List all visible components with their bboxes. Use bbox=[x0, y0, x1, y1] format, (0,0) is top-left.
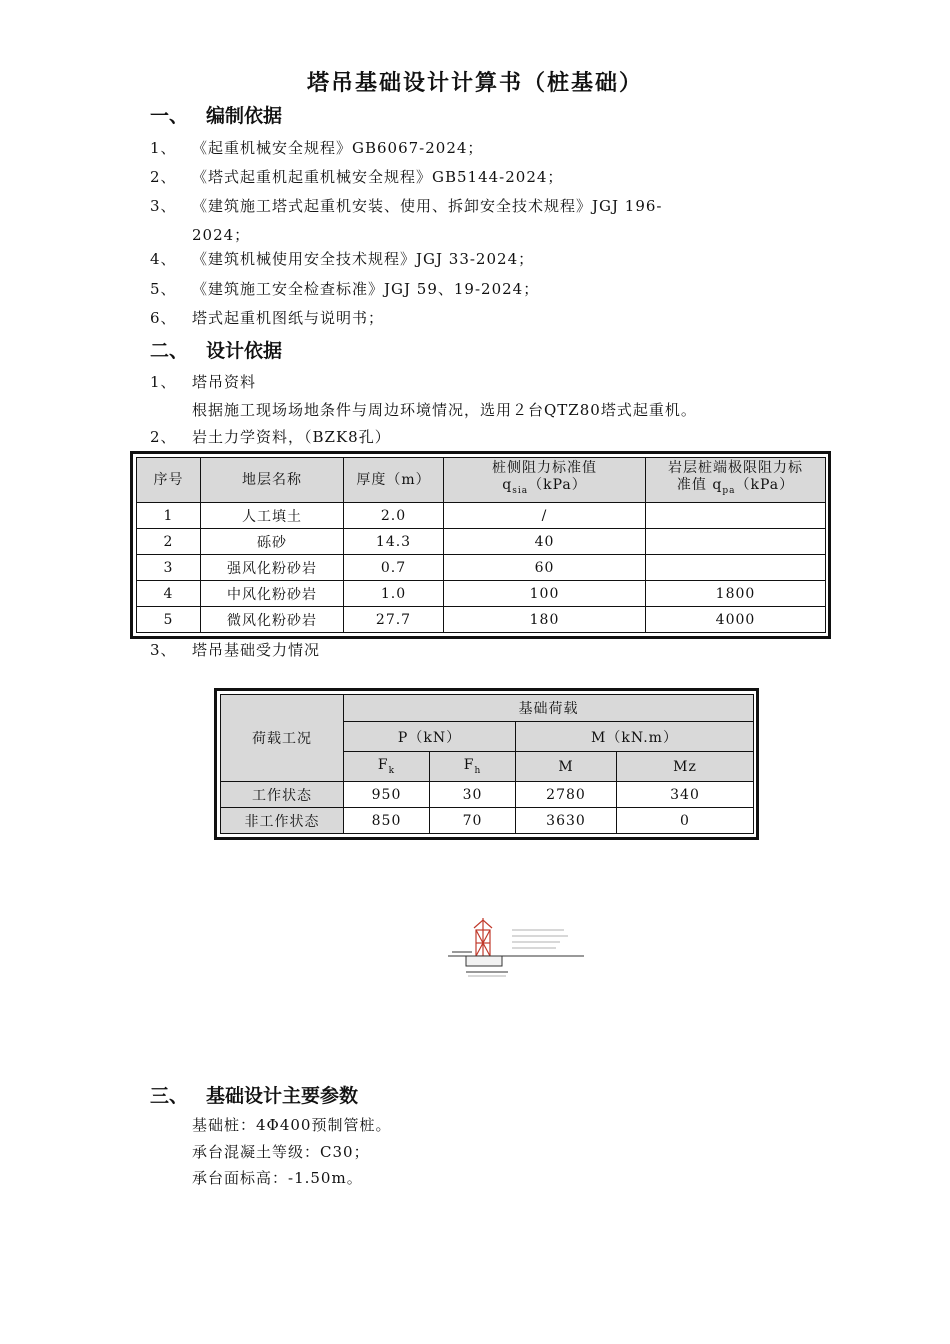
parameter-line: 承台面标高：-1.50m。 bbox=[192, 1169, 363, 1187]
cell-case: 非工作状态 bbox=[221, 808, 344, 834]
cell-no: 1 bbox=[137, 503, 201, 529]
subsection bbox=[150, 639, 850, 659]
soil-parameters-table bbox=[130, 451, 831, 639]
table-row bbox=[137, 555, 826, 581]
foundation-load-diagram bbox=[444, 916, 594, 982]
item-text: 《塔式起重机起重机械安全规程》GB5144-2024； bbox=[192, 168, 564, 186]
cell-qpa bbox=[646, 529, 826, 555]
header-side-line2: $q_{sia}(kPa)$ bbox=[502, 477, 587, 496]
header-side-line1: 桩侧阻力标准值 bbox=[492, 460, 597, 477]
item-number: 6、 bbox=[150, 309, 177, 327]
header-layer-name: 地层名称 bbox=[201, 458, 344, 503]
parameter-line: 承台混凝土等级：C30； bbox=[192, 1143, 370, 1161]
list-item bbox=[150, 278, 850, 298]
item-text: 塔吊资料 bbox=[192, 373, 257, 391]
header-end-line2: 准值 $q_{pa}(kPa)$ bbox=[676, 477, 795, 496]
cell-qsia: / bbox=[444, 503, 646, 529]
cell-thickness: 2.0 bbox=[344, 503, 444, 529]
list-item bbox=[150, 166, 850, 186]
item-number: 1、 bbox=[150, 373, 177, 391]
item-text: 《建筑施工安全检查标准》JGJ 59、19-2024； bbox=[192, 280, 540, 298]
header-thickness: 厚度（m） bbox=[344, 458, 444, 503]
cell-name: 微风化粉砂岩 bbox=[201, 607, 344, 633]
foundation-load-table bbox=[214, 688, 759, 840]
cell-name: 人工填土 bbox=[201, 503, 344, 529]
foundation-load-diagram-graphic bbox=[444, 916, 594, 982]
cell-mz: 0 bbox=[617, 808, 754, 834]
section-title: 基础设计主要参数 bbox=[206, 1085, 359, 1107]
table-row bbox=[137, 581, 826, 607]
cell-fk: 850 bbox=[344, 808, 430, 834]
cell-fh: 70 bbox=[430, 808, 516, 834]
list-item bbox=[150, 307, 850, 327]
item-text: 塔吊基础受力情况 bbox=[192, 641, 321, 659]
header-load-case: 荷载工况 bbox=[221, 695, 344, 782]
cell-qsia: 60 bbox=[444, 555, 646, 581]
item-text: 《起重机械安全规程》GB6067-2024； bbox=[192, 139, 484, 157]
item-text: 《建筑机械使用安全技术规程》JGJ 33-2024； bbox=[192, 250, 535, 268]
cell-thickness: 1.0 bbox=[344, 581, 444, 607]
cell-fk: 950 bbox=[344, 782, 430, 808]
cell-qpa: 1800 bbox=[646, 581, 826, 607]
cell-qpa bbox=[646, 555, 826, 581]
cell-name: 强风化粉砂岩 bbox=[201, 555, 344, 581]
section-number: 二、 bbox=[150, 340, 189, 362]
header-side-resistance bbox=[444, 458, 646, 503]
item-text: 《建筑施工塔式起重机安装、使用、拆卸安全技术规程》JGJ 196- bbox=[192, 197, 663, 215]
item-text: 塔式起重机图纸与说明书； bbox=[192, 309, 385, 327]
cell-mz: 340 bbox=[617, 782, 754, 808]
item-number: 3、 bbox=[150, 197, 177, 215]
item-number: 5、 bbox=[150, 280, 177, 298]
cell-qpa: 4000 bbox=[646, 607, 826, 633]
item-number: 2、 bbox=[150, 428, 177, 446]
subsection bbox=[150, 426, 850, 446]
header-no: 序号 bbox=[137, 458, 201, 503]
cell-qsia: 100 bbox=[444, 581, 646, 607]
item-number: 1、 bbox=[150, 139, 177, 157]
cell-thickness: 0.7 bbox=[344, 555, 444, 581]
item-number: 3、 bbox=[150, 641, 177, 659]
cell-no: 5 bbox=[137, 607, 201, 633]
cell-qsia: 180 bbox=[444, 607, 646, 633]
list-item bbox=[150, 248, 850, 268]
cell-no: 4 bbox=[137, 581, 201, 607]
section-heading-main-parameters bbox=[150, 1081, 358, 1108]
cell-thickness: 27.7 bbox=[344, 607, 444, 633]
list-item bbox=[150, 137, 850, 157]
table-row bbox=[137, 607, 826, 633]
section-heading-design-basis bbox=[150, 336, 282, 363]
header-foundation-load: 基础荷载 bbox=[344, 695, 754, 722]
header-m-group: M（kN.m） bbox=[516, 722, 754, 752]
section-number: 一、 bbox=[150, 105, 189, 127]
cell-name: 砾砂 bbox=[201, 529, 344, 555]
header-fh: $F_h$ bbox=[430, 752, 516, 782]
list-item bbox=[150, 195, 850, 215]
table-row bbox=[137, 503, 826, 529]
header-m: M bbox=[516, 752, 617, 782]
cell-qpa bbox=[646, 503, 826, 529]
header-end-line1: 岩层桩端极限阻力标 bbox=[668, 460, 803, 477]
item-number: 4、 bbox=[150, 250, 177, 268]
paragraph: 根据施工现场场地条件与周边环境情况，选用２台QTZ80塔式起重机。 bbox=[192, 401, 697, 419]
parameter-line: 基础桩：4Φ400预制管桩。 bbox=[192, 1116, 392, 1134]
cell-no: 3 bbox=[137, 555, 201, 581]
table-row bbox=[221, 808, 754, 834]
section-heading-compile-basis bbox=[150, 101, 282, 128]
cell-m: 3630 bbox=[516, 808, 617, 834]
header-fk: $F_k$ bbox=[344, 752, 430, 782]
item-number: 2、 bbox=[150, 168, 177, 186]
section-title: 设计依据 bbox=[206, 340, 283, 362]
list-item-continuation: 2024； bbox=[192, 226, 251, 244]
cell-m: 2780 bbox=[516, 782, 617, 808]
header-p: P（kN） bbox=[344, 722, 516, 752]
cell-qsia: 40 bbox=[444, 529, 646, 555]
header-mz: Mz bbox=[617, 752, 754, 782]
cell-thickness: 14.3 bbox=[344, 529, 444, 555]
cell-name: 中风化粉砂岩 bbox=[201, 581, 344, 607]
table-row bbox=[221, 782, 754, 808]
header-end-resistance bbox=[646, 458, 826, 503]
subsection bbox=[150, 371, 850, 391]
table-row bbox=[137, 529, 826, 555]
cell-case: 工作状态 bbox=[221, 782, 344, 808]
section-number: 三、 bbox=[150, 1085, 189, 1107]
cell-fh: 30 bbox=[430, 782, 516, 808]
section-title: 编制依据 bbox=[206, 105, 283, 127]
document-title: 塔吊基础设计计算书（桩基础） bbox=[306, 71, 643, 96]
table-header-row bbox=[137, 458, 826, 503]
cell-no: 2 bbox=[137, 529, 201, 555]
item-text: 岩土力学资料，（BZK8孔） bbox=[192, 428, 391, 446]
